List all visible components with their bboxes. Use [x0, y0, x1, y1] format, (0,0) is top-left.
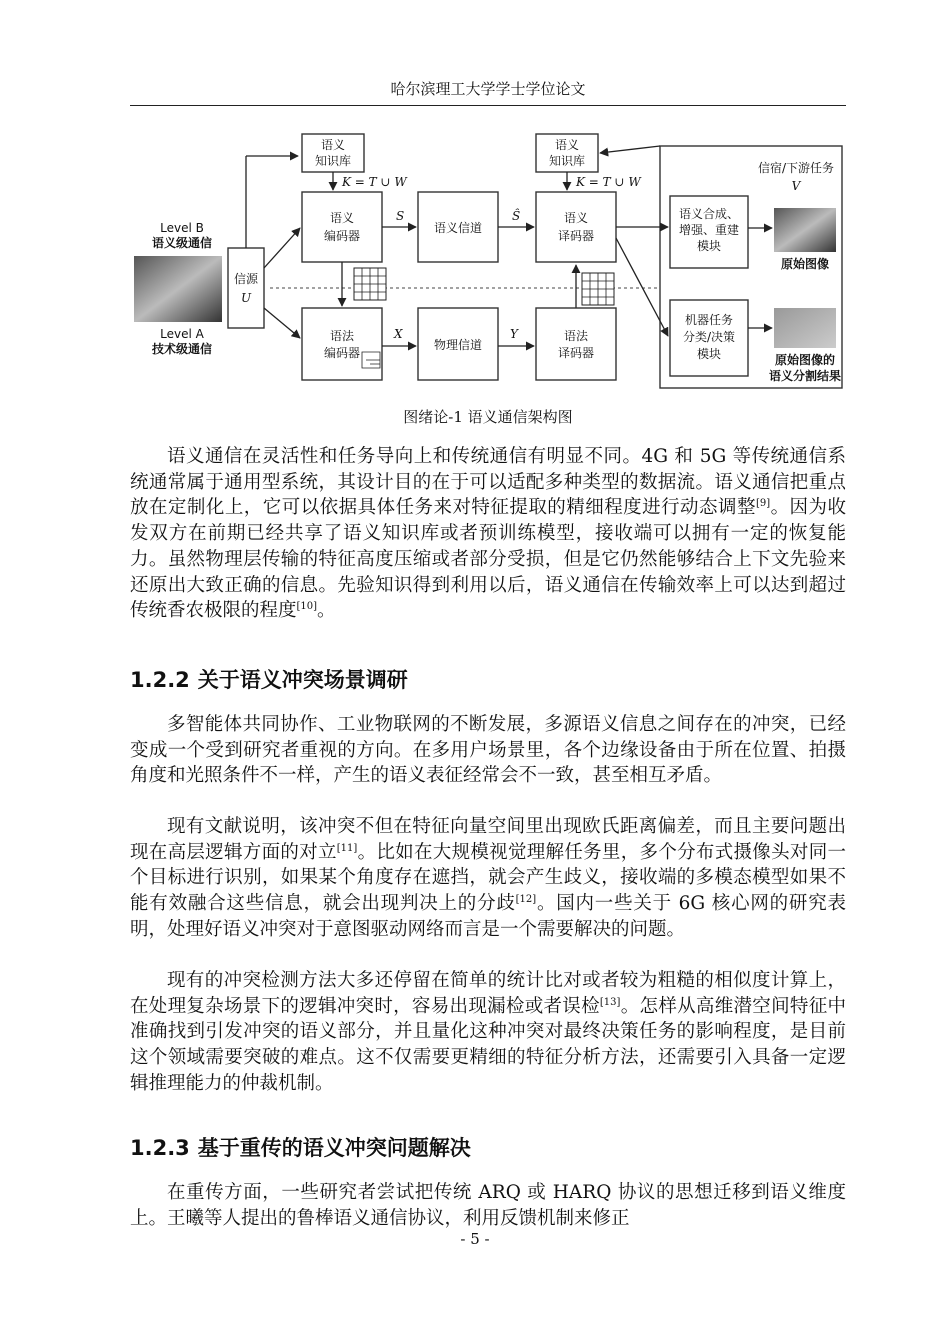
semantic-channel-label: 语义信道	[433, 221, 483, 235]
kt-right: K = T ∪ W	[576, 175, 641, 189]
synthesis-label-1: 语义合成、	[678, 207, 740, 221]
paragraph-1: 语义通信在灵活性和任务导向上和传统通信有明显不同。4G 和 5G 等传统通信系统通常属于通用型系统，其设计目的在于可以适配多种类型的数据流。语义通信把重点放在定制化上，它可以依据具体任务来对特征提取的精细程度进行动态调整[9]。因为收发双方在前期已经共享了语义知识库或者预训练模型，接收端可以拥有一定的恢复能力。虽然物理层传输的特征高度压缩或者部分受损，但是它仍然能够结合上下文先验来还原出大致正确的信息。先验知识得到利用以后，语义通信在传输效率上可以达到超过传统香农极限的程度[10]。	[130, 446, 846, 622]
syntax-encoder-label-2: 编码器	[323, 346, 361, 360]
citation: [9]	[755, 498, 771, 510]
semantic-encoder-box	[302, 192, 382, 262]
page-header	[130, 78, 846, 106]
citation: [11]	[336, 842, 358, 854]
source-label: 信源	[233, 272, 259, 286]
syntax-encoder-label-1: 语法	[329, 329, 355, 343]
syntax-decoder-label-1: 语法	[563, 329, 589, 343]
feature-grid-icon-right	[582, 273, 614, 305]
semantic-encoder-label-1: 语义	[329, 211, 355, 225]
kb-left-label-1: 语义	[320, 138, 346, 152]
syntax-decoder-box	[536, 308, 616, 380]
level-a-label: Level A	[160, 327, 204, 341]
level-a-cn-label: 技术级通信	[151, 342, 213, 356]
machine-task-label-3: 模块	[696, 347, 722, 361]
machine-task-label-1: 机器任务	[684, 313, 734, 327]
paragraph-3: 现有文献说明，该冲突不但在特征向量空间里出现欧氏距离偏差，而且主要问题出现在高层逻辑方面的对立[11]。比如在大规模视觉理解任务里，多个分布式摄像头对同一个目标进行识别，如果某个角度存在遮挡，就会产生歧义，接收端的多模态模型如果不能有效融合这些信息，就会出现判决上的分歧[12]。国内一些关于 6G 核心网的研究表明，处理好语义冲突对于意图驱动网络而言是一个需要解决的问题。	[130, 816, 846, 940]
synthesis-label-3: 模块	[696, 239, 722, 253]
semantic-decoder-label-1: 语义	[563, 211, 589, 225]
syntax-decoder-label-2: 译码器	[557, 346, 595, 360]
header-title: 哈尔滨理工大学学士学位论文	[390, 80, 586, 98]
physical-channel-label: 物理信道	[433, 338, 483, 352]
semantic-decoder-label-2: 译码器	[557, 229, 595, 243]
citation: [10]	[296, 601, 318, 613]
architecture-diagram	[130, 128, 846, 398]
kb-left-label-2: 知识库	[314, 154, 352, 168]
sink-title: 信宿/下游任务	[757, 161, 835, 175]
kb-right-label-2: 知识库	[548, 154, 586, 168]
syntax-encoder-box	[302, 308, 382, 380]
semantic-encoder-label-2: 编码器	[323, 229, 361, 243]
semantic-decoder-box	[536, 192, 616, 262]
level-b-label: Level B	[160, 221, 204, 235]
figure-caption: 图绪论-1 语义通信架构图	[403, 408, 573, 426]
section-heading-1-2-2: 1.2.2 关于语义冲突场景调研	[130, 668, 408, 692]
page-number: - 5 -	[460, 1230, 490, 1248]
kb-right-label-1: 语义	[554, 138, 580, 152]
symbol-s-hat: Ŝ	[512, 209, 521, 223]
paragraph-2: 多智能体共同协作、工业物联网的不断发展，多源语义信息之间存在的冲突，已经变成一个受到研究者重视的方向。在多用户场景里，各个边缘设备由于所在位置、拍摄角度和光照条件不一样，产生的语义表征经常会不一致，甚至相互矛盾。	[130, 714, 846, 787]
source-box	[228, 248, 264, 328]
symbol-y: Y	[510, 327, 518, 341]
section-heading-1-2-3: 1.2.3 基于重传的语义冲突问题解决	[130, 1136, 471, 1160]
symbol-x: X	[394, 327, 403, 341]
sink-symbol: V	[791, 179, 801, 193]
symbol-s: S	[396, 209, 405, 223]
kt-left: K = T ∪ W	[342, 175, 407, 189]
segmentation-label-2: 语义分割结果	[768, 369, 842, 383]
source-image	[134, 256, 222, 322]
original-image-label: 原始图像	[780, 257, 830, 271]
feature-grid-icon-left	[354, 268, 386, 300]
segmentation-label-1: 原始图像的	[774, 353, 836, 367]
citation: [13]	[599, 996, 621, 1008]
synthesis-label-2: 增强、重建	[678, 223, 740, 237]
architecture-figure	[130, 128, 846, 398]
segmentation-image	[774, 308, 836, 348]
paragraph-5: 在重传方面，一些研究者尝试把传统 ARQ 或 HARQ 协议的思想迁移到语义维度上。王曦等人提出的鲁棒语义通信协议，利用反馈机制来修正	[130, 1182, 846, 1229]
citation: [12]	[515, 894, 537, 906]
source-symbol: U	[240, 291, 252, 305]
machine-task-label-2: 分类/决策	[682, 330, 736, 344]
reconstructed-image	[774, 208, 836, 252]
level-b-cn-label: 语义级通信	[151, 236, 213, 250]
paragraph-4: 现有的冲突检测方法大多还停留在简单的统计比对或者较为粗糙的相似度计算上，在处理复杂场景下的逻辑冲突时，容易出现漏检或者误检[13]。怎样从高维潜空间特征中准确找到引发冲突的语义部分，并且量化这种冲突对最终决策任务的影响程度，是目前这个领域需要突破的难点。这不仅需要更精细的特征分析方法，还需要引入具备一定逻辑推理能力的仲裁机制。	[130, 970, 846, 1094]
